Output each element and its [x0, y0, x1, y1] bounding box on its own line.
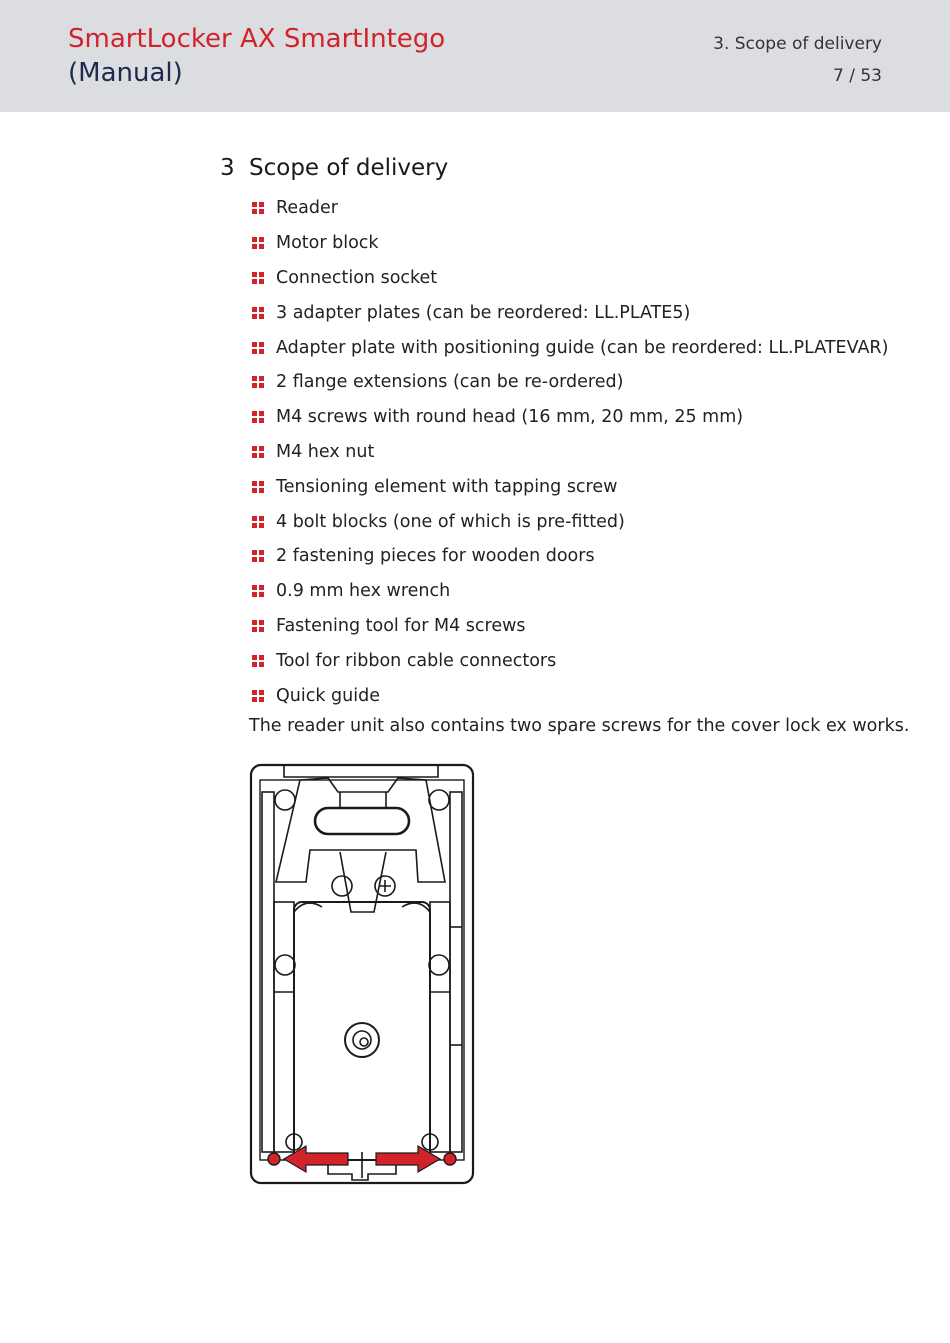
page-header — [0, 0, 950, 112]
list-item — [252, 678, 888, 713]
delivery-list — [252, 191, 888, 713]
list-item — [252, 261, 888, 296]
list-item-text: 2 flange extensions (can be re-ordered) — [276, 372, 624, 393]
list-item — [252, 295, 888, 330]
list-item-text: Reader — [276, 198, 338, 219]
bullet-icon — [252, 550, 264, 562]
bullet-icon — [252, 272, 264, 284]
list-item-text: Tool for ribbon cable connectors — [276, 650, 557, 671]
list-item — [252, 226, 888, 261]
list-item-text: Adapter plate with positioning guide (can be reordered: LL.PLATEVAR) — [276, 337, 889, 358]
header-section: 3. Scope of delivery — [713, 34, 882, 54]
document-title-line2: (Manual) — [68, 58, 183, 88]
header-meta — [713, 28, 882, 92]
list-item — [252, 330, 888, 365]
list-item-text: 2 fastening pieces for wooden doors — [276, 546, 595, 567]
bullet-icon — [252, 202, 264, 214]
list-item — [252, 435, 888, 470]
section-heading — [220, 155, 448, 181]
list-item-text: M4 screws with round head (16 mm, 20 mm, 25 mm) — [276, 407, 744, 428]
list-item — [252, 574, 888, 609]
bullet-icon — [252, 307, 264, 319]
section-title: Scope of delivery — [249, 155, 449, 181]
list-item-text: M4 hex nut — [276, 441, 375, 462]
list-item-text: Tensioning element with tapping screw — [276, 476, 618, 497]
list-item — [252, 400, 888, 435]
list-item-text: Connection socket — [276, 267, 438, 288]
bullet-icon — [252, 376, 264, 388]
list-item — [252, 504, 888, 539]
page-number: 7 / 53 — [833, 66, 882, 86]
bullet-icon — [252, 411, 264, 423]
list-item — [252, 539, 888, 574]
list-item — [252, 191, 888, 226]
bullet-icon — [252, 620, 264, 632]
bullet-icon — [252, 237, 264, 249]
bullet-icon — [252, 481, 264, 493]
list-item-text: Quick guide — [276, 685, 380, 706]
list-item — [252, 365, 888, 400]
list-item-text: Fastening tool for M4 screws — [276, 615, 526, 636]
document-title — [68, 22, 445, 90]
list-item-text: Motor block — [276, 233, 379, 254]
list-item — [252, 469, 888, 504]
bullet-icon — [252, 516, 264, 528]
list-item-text: 4 bolt blocks (one of which is pre-fitted) — [276, 511, 625, 532]
list-item — [252, 643, 888, 678]
list-item-text: 3 adapter plates (can be reordered: LL.PLATE5) — [276, 302, 691, 323]
bullet-icon — [252, 342, 264, 354]
bullet-icon — [252, 655, 264, 667]
list-item — [252, 609, 888, 644]
bullet-icon — [252, 585, 264, 597]
list-item-text: 0.9 mm hex wrench — [276, 581, 451, 602]
bullet-icon — [252, 690, 264, 702]
section-number: 3 — [220, 155, 235, 181]
note-text: The reader unit also contains two spare screws for the cover lock ex works. — [249, 716, 910, 736]
locker-diagram — [248, 762, 476, 1186]
document-title-line1: SmartLocker AX SmartIntego — [68, 24, 446, 54]
bullet-icon — [252, 446, 264, 458]
